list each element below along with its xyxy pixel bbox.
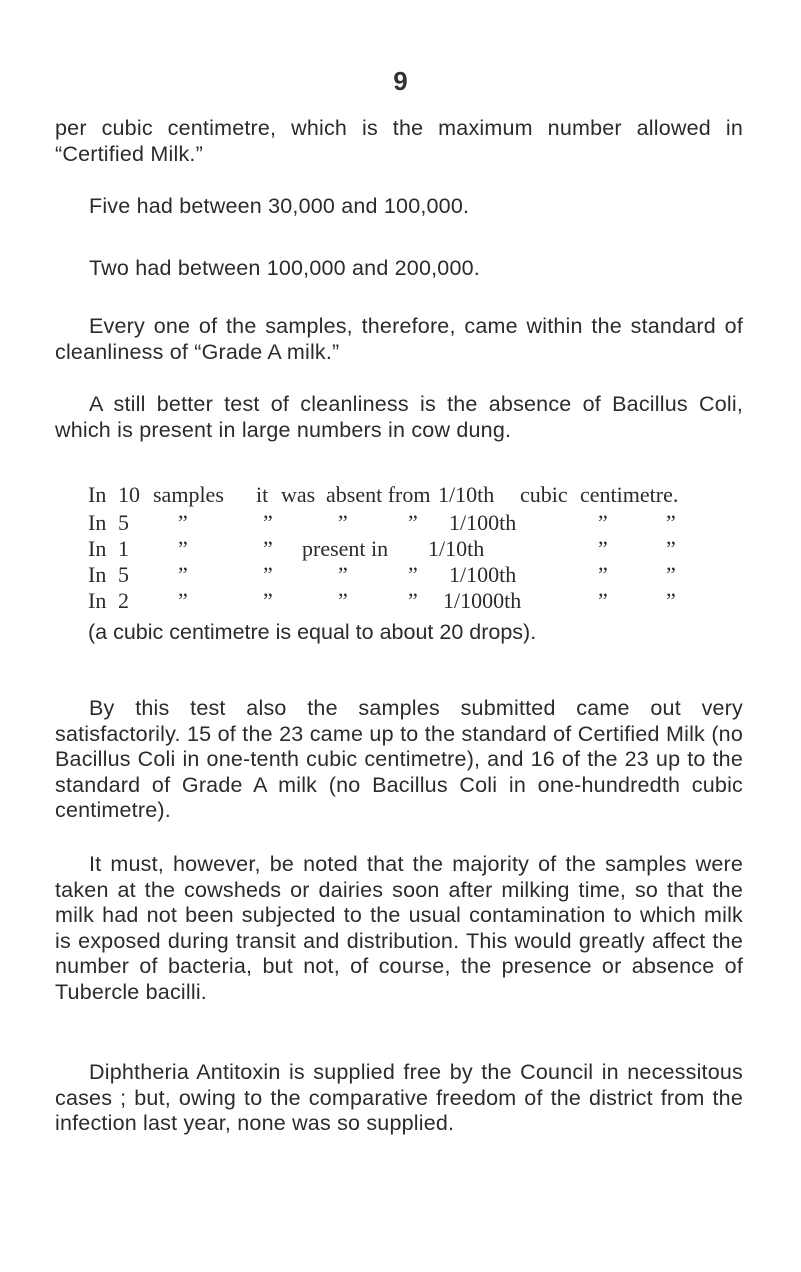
- paragraph-majority-note: It must, however, be noted that the majority of the samples were taken at the cowsheds or dairies soon after milking time, so that the milk had not been subjected to the usual contamination to which milk is exposed during transit and distribution. This would greatly affect the number of bacteria, but not, of course, the presence or absence of Tubercle bacilli.: [55, 852, 743, 1004]
- cell-in: In: [88, 562, 107, 587]
- cell-count: 1: [118, 536, 129, 561]
- cell-ditto: ”: [598, 536, 608, 561]
- cell-in: In: [88, 510, 107, 535]
- cell-count: 5: [118, 510, 129, 535]
- paragraph-grade-a: Every one of the samples, therefore, came within the standard of cleanliness of “Grade A milk.”: [55, 314, 743, 364]
- cell-fraction: 1/10th: [428, 536, 485, 561]
- table-row: [88, 536, 768, 562]
- cell-ditto: ”: [178, 536, 188, 561]
- cell-in: In: [88, 536, 107, 561]
- cell-count: 2: [118, 588, 129, 613]
- cell-ditto: ”: [178, 562, 188, 587]
- cell-ditto: ”: [598, 510, 608, 535]
- cell-status: absent from: [326, 482, 431, 507]
- table-row: [88, 510, 768, 536]
- cell-ditto: ”: [338, 510, 348, 535]
- paragraph-two-had: Two had between 100,000 and 200,000.: [89, 256, 480, 280]
- cell-unit-centimetre: centimetre.: [580, 482, 679, 507]
- cell-was: was: [281, 482, 316, 507]
- paragraph-diphtheria: Diphtheria Antitoxin is supplied free by the Council in necessitous cases ; but, owing to the comparative freedom of the district from the infection last year, none was so supplied.: [55, 1060, 743, 1135]
- table-row: [88, 482, 768, 510]
- cell-ditto: ”: [263, 510, 273, 535]
- cell-ditto: ”: [666, 536, 676, 561]
- cell-unit-cubic: cubic: [520, 482, 568, 507]
- cell-fraction: 1/100th: [449, 562, 517, 587]
- cell-it: it: [256, 482, 269, 507]
- cell-in: In: [88, 588, 107, 613]
- cell-ditto: ”: [408, 588, 418, 613]
- cell-ditto: ”: [598, 562, 608, 587]
- paragraph-test-results: By this test also the samples submitted came out very satisfactorily. 15 of the 23 came up to the standard of Certified Milk (no Bacillus Coli in one-tenth cubic centimetre), and 16 of the 23 up to the standard of Grade A milk (no Bacillus Coli in one-hundredth cubic centimetre).: [55, 696, 743, 822]
- paragraph-five-had: Five had between 30,000 and 100,000.: [89, 194, 470, 218]
- cell-ditto: ”: [408, 562, 418, 587]
- cell-count: 5: [118, 562, 129, 587]
- cell-in: In: [88, 482, 107, 507]
- cell-count: 10: [118, 482, 140, 507]
- cell-ditto: ”: [338, 562, 348, 587]
- drops-note: (a cubic centimetre is equal to about 20 drops).: [88, 620, 537, 644]
- paragraph-certified-milk: per cubic centimetre, which is the maximum number allowed in “Certified Milk.”: [55, 116, 743, 166]
- cell-ditto: ”: [666, 562, 676, 587]
- table-row: [88, 562, 768, 588]
- table-row: [88, 588, 768, 614]
- paragraph-bacillus-coli: A still better test of cleanliness is the absence of Bacillus Coli, which is present in large numbers in cow dung.: [55, 392, 743, 442]
- cell-ditto: ”: [408, 510, 418, 535]
- cell-fraction: 1/1000th: [443, 588, 522, 613]
- cell-ditto: ”: [263, 588, 273, 613]
- samples-table: [88, 482, 768, 614]
- cell-ditto: ”: [338, 588, 348, 613]
- cell-fraction: 1/10th: [438, 482, 495, 507]
- cell-fraction: 1/100th: [449, 510, 517, 535]
- cell-ditto: ”: [263, 562, 273, 587]
- cell-ditto: ”: [666, 510, 676, 535]
- cell-samples: samples: [153, 482, 224, 507]
- cell-ditto: ”: [178, 510, 188, 535]
- cell-ditto: ”: [178, 588, 188, 613]
- cell-ditto: ”: [666, 588, 676, 613]
- cell-ditto: ”: [263, 536, 273, 561]
- cell-ditto: ”: [598, 588, 608, 613]
- page-number: 9: [393, 66, 408, 96]
- cell-status: present in: [302, 536, 389, 561]
